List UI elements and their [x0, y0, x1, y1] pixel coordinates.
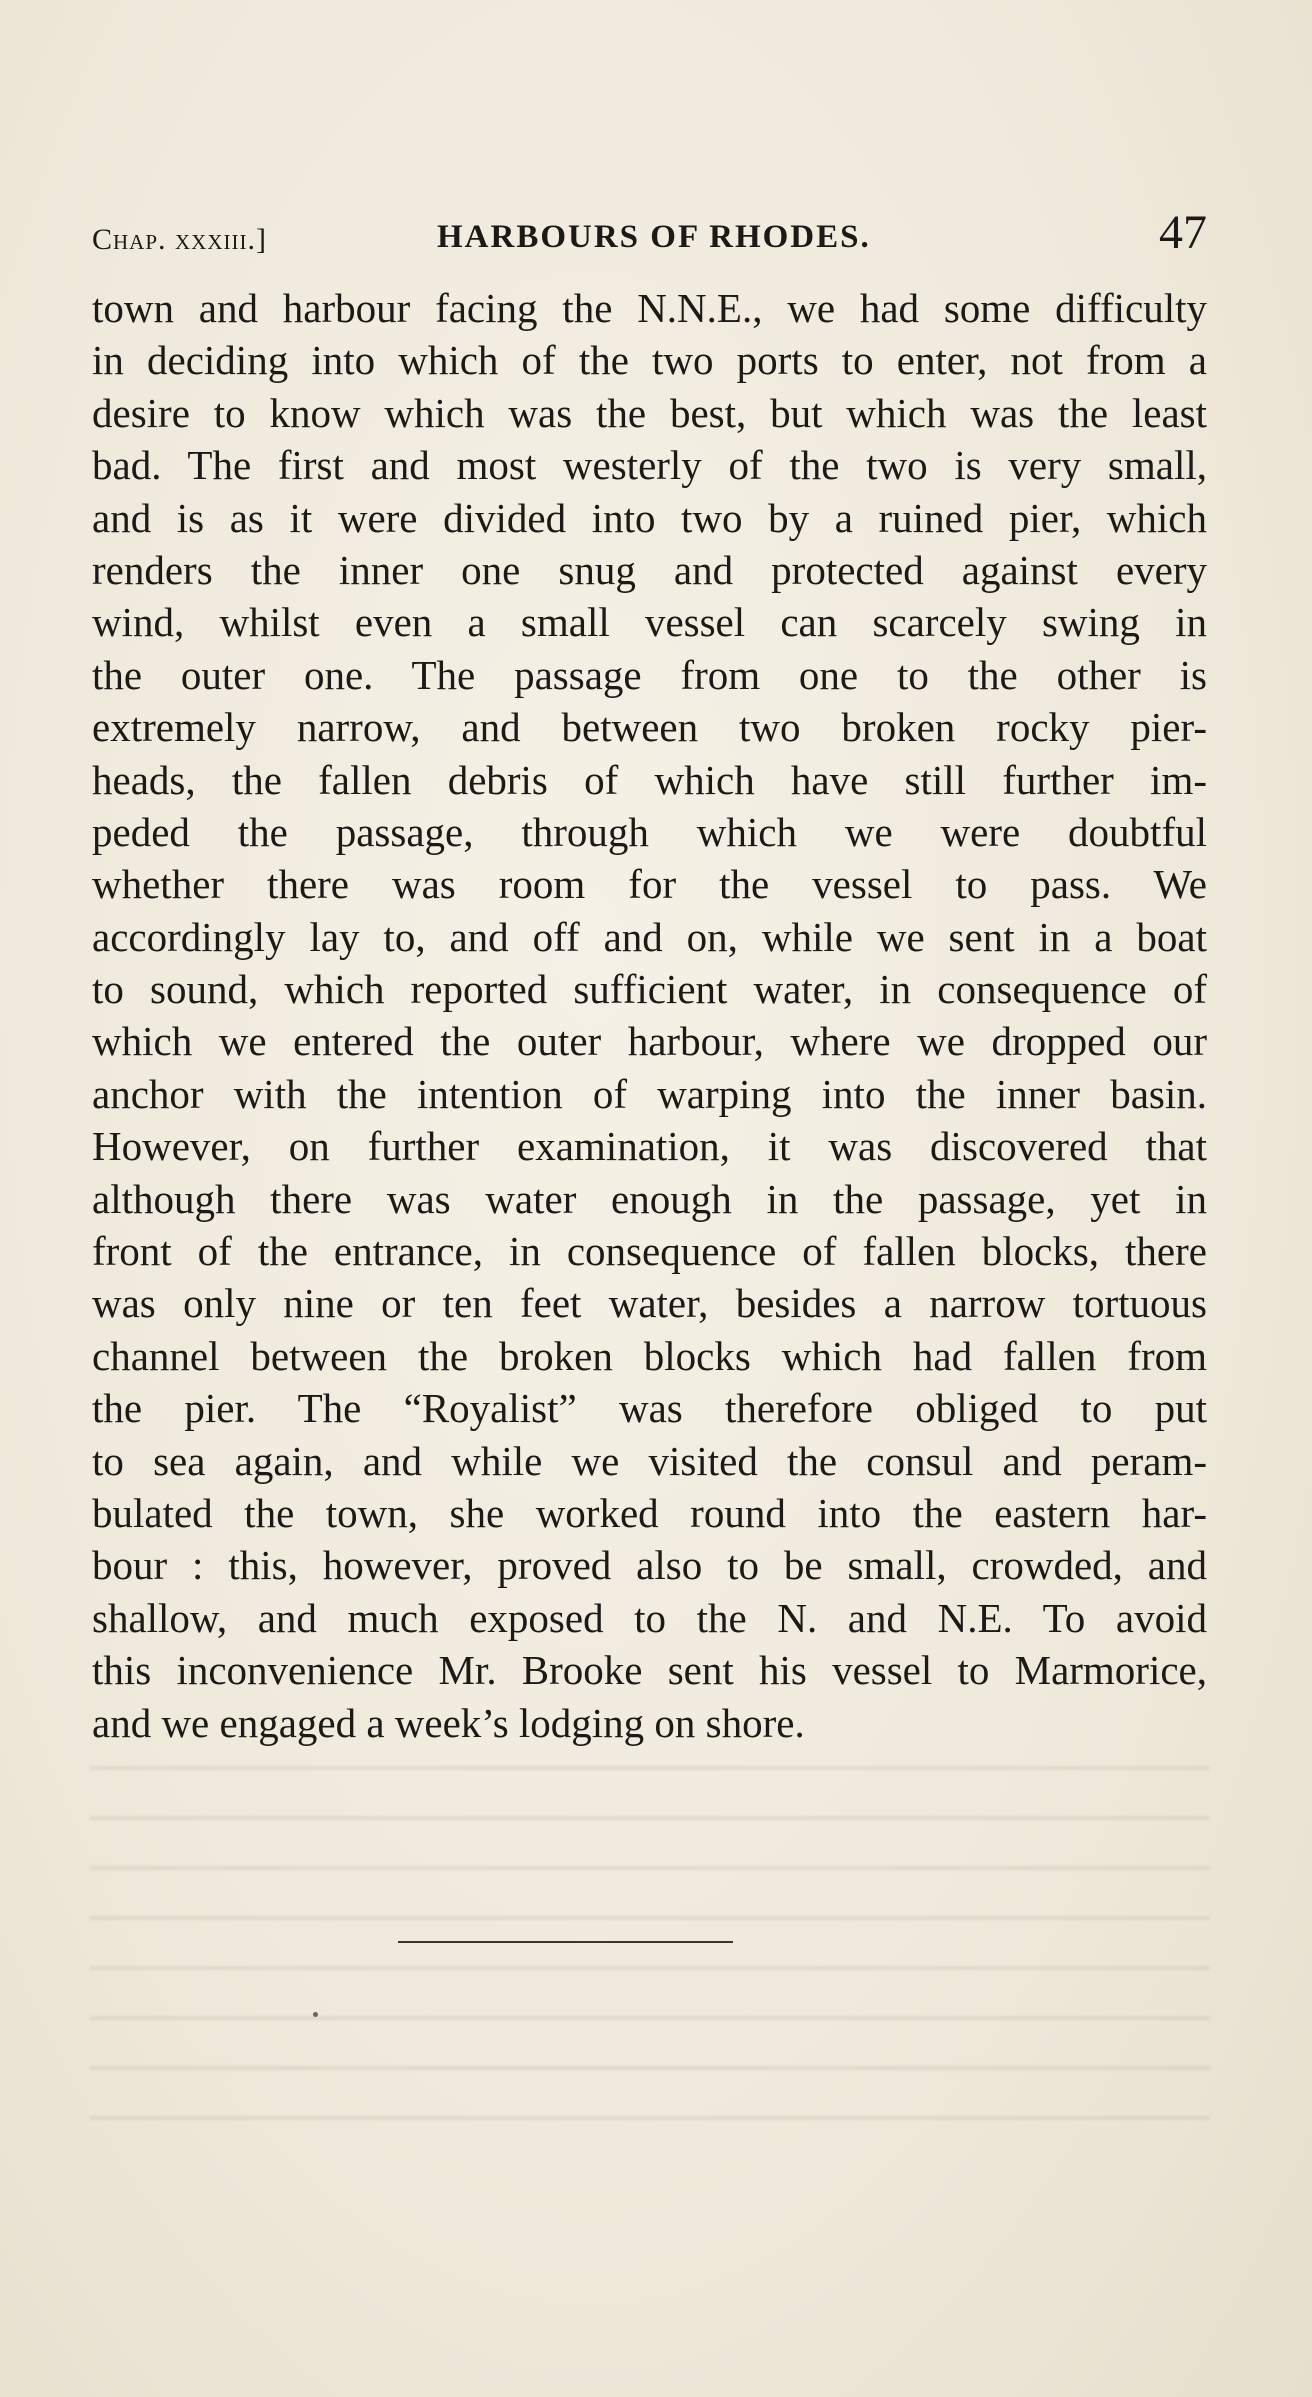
page-number: 47 [1159, 206, 1207, 259]
text-line: which we entered the outer harbour, where we dropped our [92, 1018, 1207, 1065]
text-line: heads, the fallen debris of which have still further im- [92, 756, 1207, 803]
running-header [92, 205, 1207, 265]
body-text [92, 282, 1207, 1749]
text-line: shallow, and much exposed to the N. and N.E. To avoid [92, 1594, 1207, 1641]
text-line: to sound, which reported sufficient water, in consequence of [92, 966, 1207, 1013]
running-title: HARBOURS OF RHODES. [437, 219, 871, 255]
text-line: the outer one. The passage from one to the other is [92, 651, 1207, 698]
text-line: desire to know which was the best, but which was the least [92, 389, 1207, 436]
text-line: front of the entrance, in consequence of fallen blocks, there [92, 1228, 1207, 1275]
text-line: bad. The first and most westerly of the two is very small, [92, 442, 1207, 489]
text-line: extremely narrow, and between two broken rocky pier- [92, 704, 1207, 751]
text-line: the pier. The “Royalist” was therefore obliged to put [92, 1385, 1207, 1432]
text-line: peded the passage, through which we were doubtful [92, 808, 1207, 855]
text-line: to sea again, and while we visited the consul and peram- [92, 1437, 1207, 1484]
text-line: accordingly lay to, and off and on, while we sent in a boat [92, 913, 1207, 960]
text-line: anchor with the intention of warping into the inner basin. [92, 1070, 1207, 1117]
text-line: and is as it were divided into two by a ruined pier, which [92, 494, 1207, 541]
text-line: and we engaged a week’s lodging on shore. [92, 1699, 805, 1746]
text-line: was only nine or ten feet water, besides a narrow tortuous [92, 1280, 1207, 1327]
ink-speck [313, 2012, 318, 2017]
text-line: channel between the broken blocks which had fallen from [92, 1332, 1207, 1379]
text-line: renders the inner one snug and protected against every [92, 546, 1207, 593]
show-through-text [90, 1730, 1210, 2150]
chapter-reference: Chap. xxxiii.] [92, 223, 267, 256]
text-line: bour : this, however, proved also to be small, crowded, and [92, 1542, 1207, 1589]
text-line: bulated the town, she worked round into the eastern har- [92, 1489, 1207, 1536]
text-line: wind, whilst even a small vessel can scarcely swing in [92, 599, 1207, 646]
text-line: this inconvenience Mr. Brooke sent his vessel to Marmorice, [92, 1647, 1207, 1694]
text-line: in deciding into which of the two ports to enter, not from a [92, 337, 1207, 384]
text-line: However, on further examination, it was discovered that [92, 1123, 1207, 1170]
section-divider-rule [398, 1941, 733, 1943]
text-line: although there was water enough in the passage, yet in [92, 1175, 1207, 1222]
text-line: town and harbour facing the N.N.E., we had some difficulty [92, 285, 1207, 331]
text-line: whether there was room for the vessel to pass. We [92, 861, 1207, 908]
